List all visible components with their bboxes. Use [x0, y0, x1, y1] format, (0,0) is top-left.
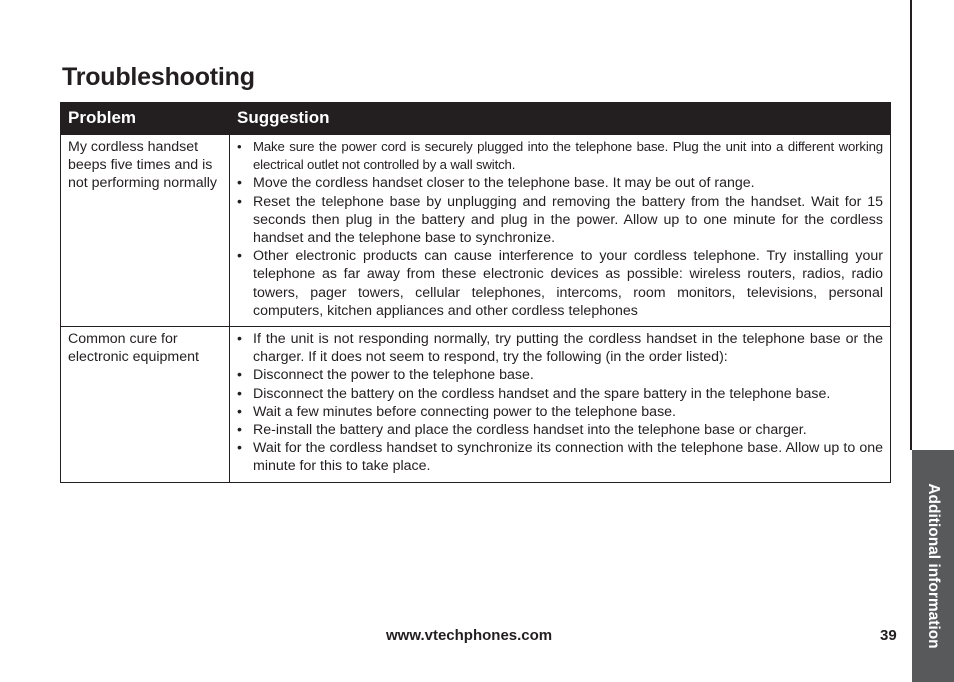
suggestion-cell — [230, 135, 891, 327]
troubleshooting-table — [60, 102, 891, 483]
suggestion-item: • Wait a few minutes before connecting power to the telephone base. — [237, 403, 883, 421]
suggestion-item: • Disconnect the power to the telephone base. — [237, 366, 883, 384]
suggestion-item: • Wait for the cordless handset to synchronize its connection with the telephone base. Allow up to one minute for this to take place. — [237, 439, 883, 475]
section-side-tab — [912, 450, 954, 682]
suggestion-item: • Reset the telephone base by unplugging and removing the battery from the handset. Wait for 15 seconds then plug in the battery and plug in the power. Allow up to one minute for the cordless handset and the telephone base to synchronize. — [237, 193, 883, 248]
suggestion-list — [237, 330, 883, 476]
suggestion-item: • Re-install the battery and place the cordless handset into the telephone base or charger. — [237, 421, 883, 439]
problem-column-header: Problem — [61, 103, 230, 135]
right-margin-rule — [910, 0, 912, 450]
suggestion-item: • Move the cordless handset closer to the telephone base. It may be out of range. — [237, 174, 883, 192]
table-row — [61, 135, 891, 327]
footer-url: www.vtechphones.com — [386, 627, 553, 644]
table-header-row — [61, 103, 891, 135]
table-row — [61, 327, 891, 483]
suggestion-list — [237, 138, 883, 320]
problem-cell: My cordless handset beeps five times and is not performing normally — [61, 135, 230, 327]
suggestion-item: • Other electronic products can cause interference to your cordless telephone. Try installing your telephone as far away from these electronic devices as possible: wireless routers, radios, radio towers, pager towers, cellular telephones, intercoms, room monitors, televisions, personal computers, kitchen appliances and other cordless telephones — [237, 247, 883, 320]
suggestion-item: • If the unit is not responding normally, try putting the cordless handset in the telephone base or the charger. If it does not seem to respond, try the following (in the order listed): — [237, 330, 883, 366]
page-number: 39 — [880, 627, 897, 644]
problem-cell: Common cure for electronic equipment — [61, 327, 230, 483]
suggestion-column-header: Suggestion — [230, 103, 891, 135]
page-title: Troubleshooting — [62, 63, 255, 91]
suggestion-item: • Disconnect the battery on the cordless handset and the spare battery in the telephone base. — [237, 385, 883, 403]
suggestion-cell — [230, 327, 891, 483]
suggestion-item: • Make sure the power cord is securely plugged into the telephone base. Plug the unit into a different working electrical outlet not controlled by a wall switch. — [237, 138, 883, 174]
side-tab-label: Additional information — [925, 483, 942, 649]
